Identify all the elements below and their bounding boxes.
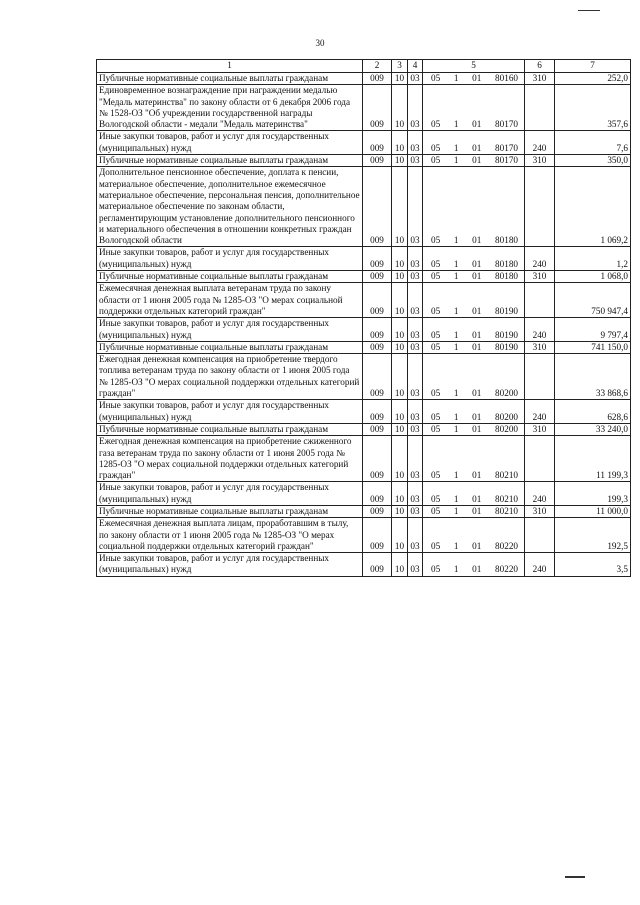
- row-csr: [423, 518, 525, 553]
- row-pr: 03: [408, 505, 423, 517]
- table-row: [97, 482, 631, 506]
- row-amount: 1 068,0: [555, 271, 631, 283]
- row-amount: 11 000,0: [555, 505, 631, 517]
- row-name: Дополнительное пенсионное обеспечение, доплата к пенсии, материальное обеспечение, дополнительное ежемесячное материальное обеспечение, персональная пенсия, дополнительное материальное обеспечение по законам области, регламентирующим установление дополнительного пенсионного и материального обеспечения в отношении конкретных граждан Вологодской области: [97, 167, 363, 247]
- row-amount: 7,6: [555, 131, 631, 155]
- row-csr-direction: 80180: [495, 271, 518, 282]
- header-col-3: 3: [392, 60, 408, 73]
- table-row: [97, 247, 631, 271]
- table-row: [97, 423, 631, 435]
- row-vr: 240: [525, 247, 555, 271]
- row-name: Иные закупки товаров, работ и услуг для государственных (муниципальных) нужд: [97, 553, 363, 577]
- row-gr: 009: [363, 553, 392, 577]
- row-csr-program: 05: [431, 142, 441, 153]
- row-csr-program: 05: [431, 540, 441, 551]
- row-rz: 10: [392, 400, 408, 424]
- row-csr-direction: 80170: [495, 119, 518, 130]
- row-vr: 240: [525, 131, 555, 155]
- row-csr-direction: 80190: [495, 305, 518, 316]
- row-csr: [423, 131, 525, 155]
- row-gr: 009: [363, 85, 392, 131]
- row-csr-direction: 80220: [495, 540, 518, 551]
- row-csr-program: 05: [431, 388, 441, 399]
- page-number: 30: [315, 38, 325, 48]
- row-csr-direction: 80160: [495, 73, 518, 83]
- row-rz: 10: [392, 518, 408, 553]
- row-csr-direction: 80210: [495, 505, 518, 516]
- row-amount: 1 069,2: [555, 167, 631, 247]
- row-amount: 1,2: [555, 247, 631, 271]
- row-rz: 10: [392, 271, 408, 283]
- row-csr-program: 05: [431, 119, 441, 130]
- table-row: [97, 283, 631, 318]
- row-amount: 11 199,3: [555, 436, 631, 482]
- row-gr: 009: [363, 354, 392, 400]
- row-pr: 03: [408, 553, 423, 577]
- row-csr-event: 01: [472, 470, 482, 481]
- row-amount: 199,3: [555, 482, 631, 506]
- row-csr-event: 01: [472, 305, 482, 316]
- header-col-6: 6: [525, 60, 555, 73]
- row-amount: 33 240,0: [555, 423, 631, 435]
- table-row: [97, 341, 631, 353]
- row-csr-subprogram: 1: [453, 388, 459, 399]
- row-gr: 009: [363, 283, 392, 318]
- row-csr-event: 01: [472, 341, 482, 352]
- row-csr-subprogram: 1: [453, 329, 459, 340]
- row-gr: 009: [363, 482, 392, 506]
- row-pr: 03: [408, 85, 423, 131]
- row-name: Публичные нормативные социальные выплаты гражданам: [97, 73, 363, 85]
- row-name: Публичные нормативные социальные выплаты гражданам: [97, 423, 363, 435]
- table-row: [97, 400, 631, 424]
- row-amount: 3,5: [555, 553, 631, 577]
- row-csr-subprogram: 1: [453, 540, 459, 551]
- row-pr: 03: [408, 436, 423, 482]
- row-amount: 252,0: [555, 73, 631, 85]
- table-row: [97, 318, 631, 342]
- row-csr-program: 05: [431, 329, 441, 340]
- row-vr: 310: [525, 155, 555, 167]
- row-csr: [423, 318, 525, 342]
- row-csr: [423, 167, 525, 247]
- row-vr: 310: [525, 423, 555, 435]
- table-row: [97, 155, 631, 167]
- row-csr-direction: 80190: [495, 329, 518, 340]
- row-gr: 009: [363, 436, 392, 482]
- budget-table: [96, 59, 631, 577]
- row-amount: 628,6: [555, 400, 631, 424]
- row-csr-direction: 80170: [495, 142, 518, 153]
- row-csr-program: 05: [431, 305, 441, 316]
- row-csr-event: 01: [472, 271, 482, 282]
- header-col-5: 5: [423, 60, 525, 73]
- row-vr: 310: [525, 341, 555, 353]
- row-name: Ежемесячная денежная выплата лицам, проработавшим в тылу, по закону области от 1 июня 2005 года № 1285-ОЗ "О мерах социальной поддержки отдельных категорий граждан": [97, 518, 363, 553]
- row-csr-program: 05: [431, 341, 441, 352]
- row-pr: 03: [408, 271, 423, 283]
- row-csr-program: 05: [431, 411, 441, 422]
- row-csr-event: 01: [472, 119, 482, 130]
- row-pr: 03: [408, 73, 423, 85]
- row-gr: 009: [363, 423, 392, 435]
- table-row: [97, 271, 631, 283]
- row-csr-event: 01: [472, 411, 482, 422]
- table-row: [97, 436, 631, 482]
- row-csr-subprogram: 1: [453, 271, 459, 282]
- row-vr: [525, 283, 555, 318]
- row-gr: 009: [363, 271, 392, 283]
- row-pr: 03: [408, 423, 423, 435]
- row-csr-program: 05: [431, 235, 441, 246]
- row-pr: 03: [408, 400, 423, 424]
- row-csr: [423, 155, 525, 167]
- table-row: [97, 167, 631, 247]
- row-csr-event: 01: [472, 142, 482, 153]
- row-rz: 10: [392, 167, 408, 247]
- row-csr: [423, 482, 525, 506]
- row-csr-direction: 80210: [495, 493, 518, 504]
- row-csr-program: 05: [431, 423, 441, 434]
- row-name: Публичные нормативные социальные выплаты гражданам: [97, 341, 363, 353]
- row-csr-subprogram: 1: [453, 142, 459, 153]
- row-csr-event: 01: [472, 329, 482, 340]
- row-csr-program: 05: [431, 155, 441, 166]
- scan-mark-bottom: [565, 876, 585, 878]
- row-name: Иные закупки товаров, работ и услуг для государственных (муниципальных) нужд: [97, 482, 363, 506]
- row-csr-subprogram: 1: [453, 341, 459, 352]
- row-csr-event: 01: [472, 423, 482, 434]
- row-gr: 009: [363, 505, 392, 517]
- header-col-1: 1: [97, 60, 363, 73]
- row-vr: [525, 85, 555, 131]
- row-vr: 310: [525, 505, 555, 517]
- row-gr: 009: [363, 518, 392, 553]
- row-amount: 750 947,4: [555, 283, 631, 318]
- row-csr-direction: 80200: [495, 423, 518, 434]
- row-rz: 10: [392, 341, 408, 353]
- row-csr-direction: 80180: [495, 235, 518, 246]
- row-amount: 741 150,0: [555, 341, 631, 353]
- row-name: Ежегодная денежная компенсация на приобретение сжиженного газа ветеранам труда по закону области от 1 июня 2005 года № 1285-ОЗ "О мерах социальной поддержки отдельных категорий граждан": [97, 436, 363, 482]
- row-csr: [423, 247, 525, 271]
- row-rz: 10: [392, 85, 408, 131]
- scan-mark-top: [578, 10, 600, 11]
- row-name: Единовременное вознаграждение при награждении медалью "Медаль материнства" по закону области от 6 декабря 2006 года № 1528-ОЗ "Об учреждении государственной награды Вологодской области - медали "Медаль материнства": [97, 85, 363, 131]
- row-csr-subprogram: 1: [453, 155, 459, 166]
- row-name: Публичные нормативные социальные выплаты гражданам: [97, 155, 363, 167]
- row-csr-direction: 80210: [495, 470, 518, 481]
- row-csr-subprogram: 1: [453, 73, 459, 83]
- table-row: [97, 518, 631, 553]
- row-csr: [423, 283, 525, 318]
- row-rz: 10: [392, 436, 408, 482]
- row-pr: 03: [408, 318, 423, 342]
- row-gr: 009: [363, 73, 392, 85]
- row-csr-event: 01: [472, 235, 482, 246]
- row-vr: 240: [525, 553, 555, 577]
- row-csr-program: 05: [431, 505, 441, 516]
- row-csr: [423, 271, 525, 283]
- row-gr: 009: [363, 400, 392, 424]
- row-csr-subprogram: 1: [453, 564, 459, 575]
- table-body: [97, 73, 631, 577]
- row-csr: [423, 505, 525, 517]
- row-csr-event: 01: [472, 564, 482, 575]
- row-name: Иные закупки товаров, работ и услуг для государственных (муниципальных) нужд: [97, 247, 363, 271]
- row-csr-program: 05: [431, 271, 441, 282]
- row-vr: 310: [525, 73, 555, 85]
- row-name: Ежегодная денежная компенсация на приобретение твердого топлива ветеранам труда по закону области от 1 июня 2005 года № 1285-ОЗ "О мерах социальной поддержки отдельных категорий граждан": [97, 354, 363, 400]
- row-gr: 009: [363, 131, 392, 155]
- row-pr: 03: [408, 167, 423, 247]
- row-csr: [423, 423, 525, 435]
- row-csr-event: 01: [472, 258, 482, 269]
- row-vr: [525, 436, 555, 482]
- row-csr-event: 01: [472, 155, 482, 166]
- row-gr: 009: [363, 167, 392, 247]
- row-amount: 9 797,4: [555, 318, 631, 342]
- table-row: [97, 553, 631, 577]
- row-csr-subprogram: 1: [453, 258, 459, 269]
- row-csr-program: 05: [431, 258, 441, 269]
- row-csr: [423, 341, 525, 353]
- row-csr-event: 01: [472, 388, 482, 399]
- row-amount: 350,0: [555, 155, 631, 167]
- row-csr-event: 01: [472, 73, 482, 83]
- row-rz: 10: [392, 283, 408, 318]
- row-csr-subprogram: 1: [453, 505, 459, 516]
- row-pr: 03: [408, 482, 423, 506]
- row-pr: 03: [408, 518, 423, 553]
- table-row: [97, 131, 631, 155]
- row-rz: 10: [392, 553, 408, 577]
- row-csr-program: 05: [431, 564, 441, 575]
- row-rz: 10: [392, 131, 408, 155]
- row-csr: [423, 400, 525, 424]
- row-gr: 009: [363, 155, 392, 167]
- row-vr: [525, 518, 555, 553]
- row-rz: 10: [392, 318, 408, 342]
- row-csr-subprogram: 1: [453, 470, 459, 481]
- row-rz: 10: [392, 73, 408, 85]
- row-pr: 03: [408, 247, 423, 271]
- row-csr-subprogram: 1: [453, 235, 459, 246]
- table-row: [97, 354, 631, 400]
- row-csr-subprogram: 1: [453, 305, 459, 316]
- row-pr: 03: [408, 155, 423, 167]
- row-csr-direction: 80190: [495, 341, 518, 352]
- row-rz: 10: [392, 354, 408, 400]
- row-csr: [423, 85, 525, 131]
- table-row: [97, 85, 631, 131]
- row-csr-direction: 80200: [495, 411, 518, 422]
- row-csr-program: 05: [431, 73, 441, 83]
- header-col-4: 4: [408, 60, 423, 73]
- row-amount: 357,6: [555, 85, 631, 131]
- row-csr-program: 05: [431, 493, 441, 504]
- row-rz: 10: [392, 155, 408, 167]
- row-csr-direction: 80170: [495, 155, 518, 166]
- row-csr: [423, 436, 525, 482]
- header-col-7: 7: [555, 60, 631, 73]
- row-rz: 10: [392, 423, 408, 435]
- row-csr-event: 01: [472, 493, 482, 504]
- row-name: Иные закупки товаров, работ и услуг для государственных (муниципальных) нужд: [97, 318, 363, 342]
- table-row: [97, 505, 631, 517]
- row-pr: 03: [408, 354, 423, 400]
- row-vr: 240: [525, 318, 555, 342]
- row-csr-program: 05: [431, 470, 441, 481]
- row-name: Публичные нормативные социальные выплаты гражданам: [97, 271, 363, 283]
- row-csr-subprogram: 1: [453, 493, 459, 504]
- row-vr: [525, 354, 555, 400]
- row-gr: 009: [363, 318, 392, 342]
- row-name: Публичные нормативные социальные выплаты гражданам: [97, 505, 363, 517]
- row-pr: 03: [408, 131, 423, 155]
- row-csr-direction: 80220: [495, 564, 518, 575]
- row-csr-event: 01: [472, 505, 482, 516]
- table-row: [97, 73, 631, 85]
- row-amount: 33 868,6: [555, 354, 631, 400]
- row-gr: 009: [363, 247, 392, 271]
- row-csr-direction: 80180: [495, 258, 518, 269]
- row-csr-subprogram: 1: [453, 119, 459, 130]
- row-csr: [423, 73, 525, 85]
- row-name: Ежемесячная денежная выплата ветеранам труда по закону области от 1 июня 2005 года № 1285-ОЗ "О мерах социальной поддержки отдельных категорий граждан": [97, 283, 363, 318]
- row-rz: 10: [392, 247, 408, 271]
- row-csr-direction: 80200: [495, 388, 518, 399]
- header-row: [97, 60, 631, 73]
- row-vr: [525, 167, 555, 247]
- row-amount: 192,5: [555, 518, 631, 553]
- row-csr: [423, 553, 525, 577]
- row-csr-event: 01: [472, 540, 482, 551]
- header-col-2: 2: [363, 60, 392, 73]
- row-name: Иные закупки товаров, работ и услуг для государственных (муниципальных) нужд: [97, 400, 363, 424]
- row-rz: 10: [392, 482, 408, 506]
- row-pr: 03: [408, 283, 423, 318]
- row-rz: 10: [392, 505, 408, 517]
- row-pr: 03: [408, 341, 423, 353]
- row-csr: [423, 354, 525, 400]
- row-gr: 009: [363, 341, 392, 353]
- row-vr: 310: [525, 271, 555, 283]
- row-vr: 240: [525, 400, 555, 424]
- row-vr: 240: [525, 482, 555, 506]
- row-csr-subprogram: 1: [453, 423, 459, 434]
- row-csr-subprogram: 1: [453, 411, 459, 422]
- row-name: Иные закупки товаров, работ и услуг для государственных (муниципальных) нужд: [97, 131, 363, 155]
